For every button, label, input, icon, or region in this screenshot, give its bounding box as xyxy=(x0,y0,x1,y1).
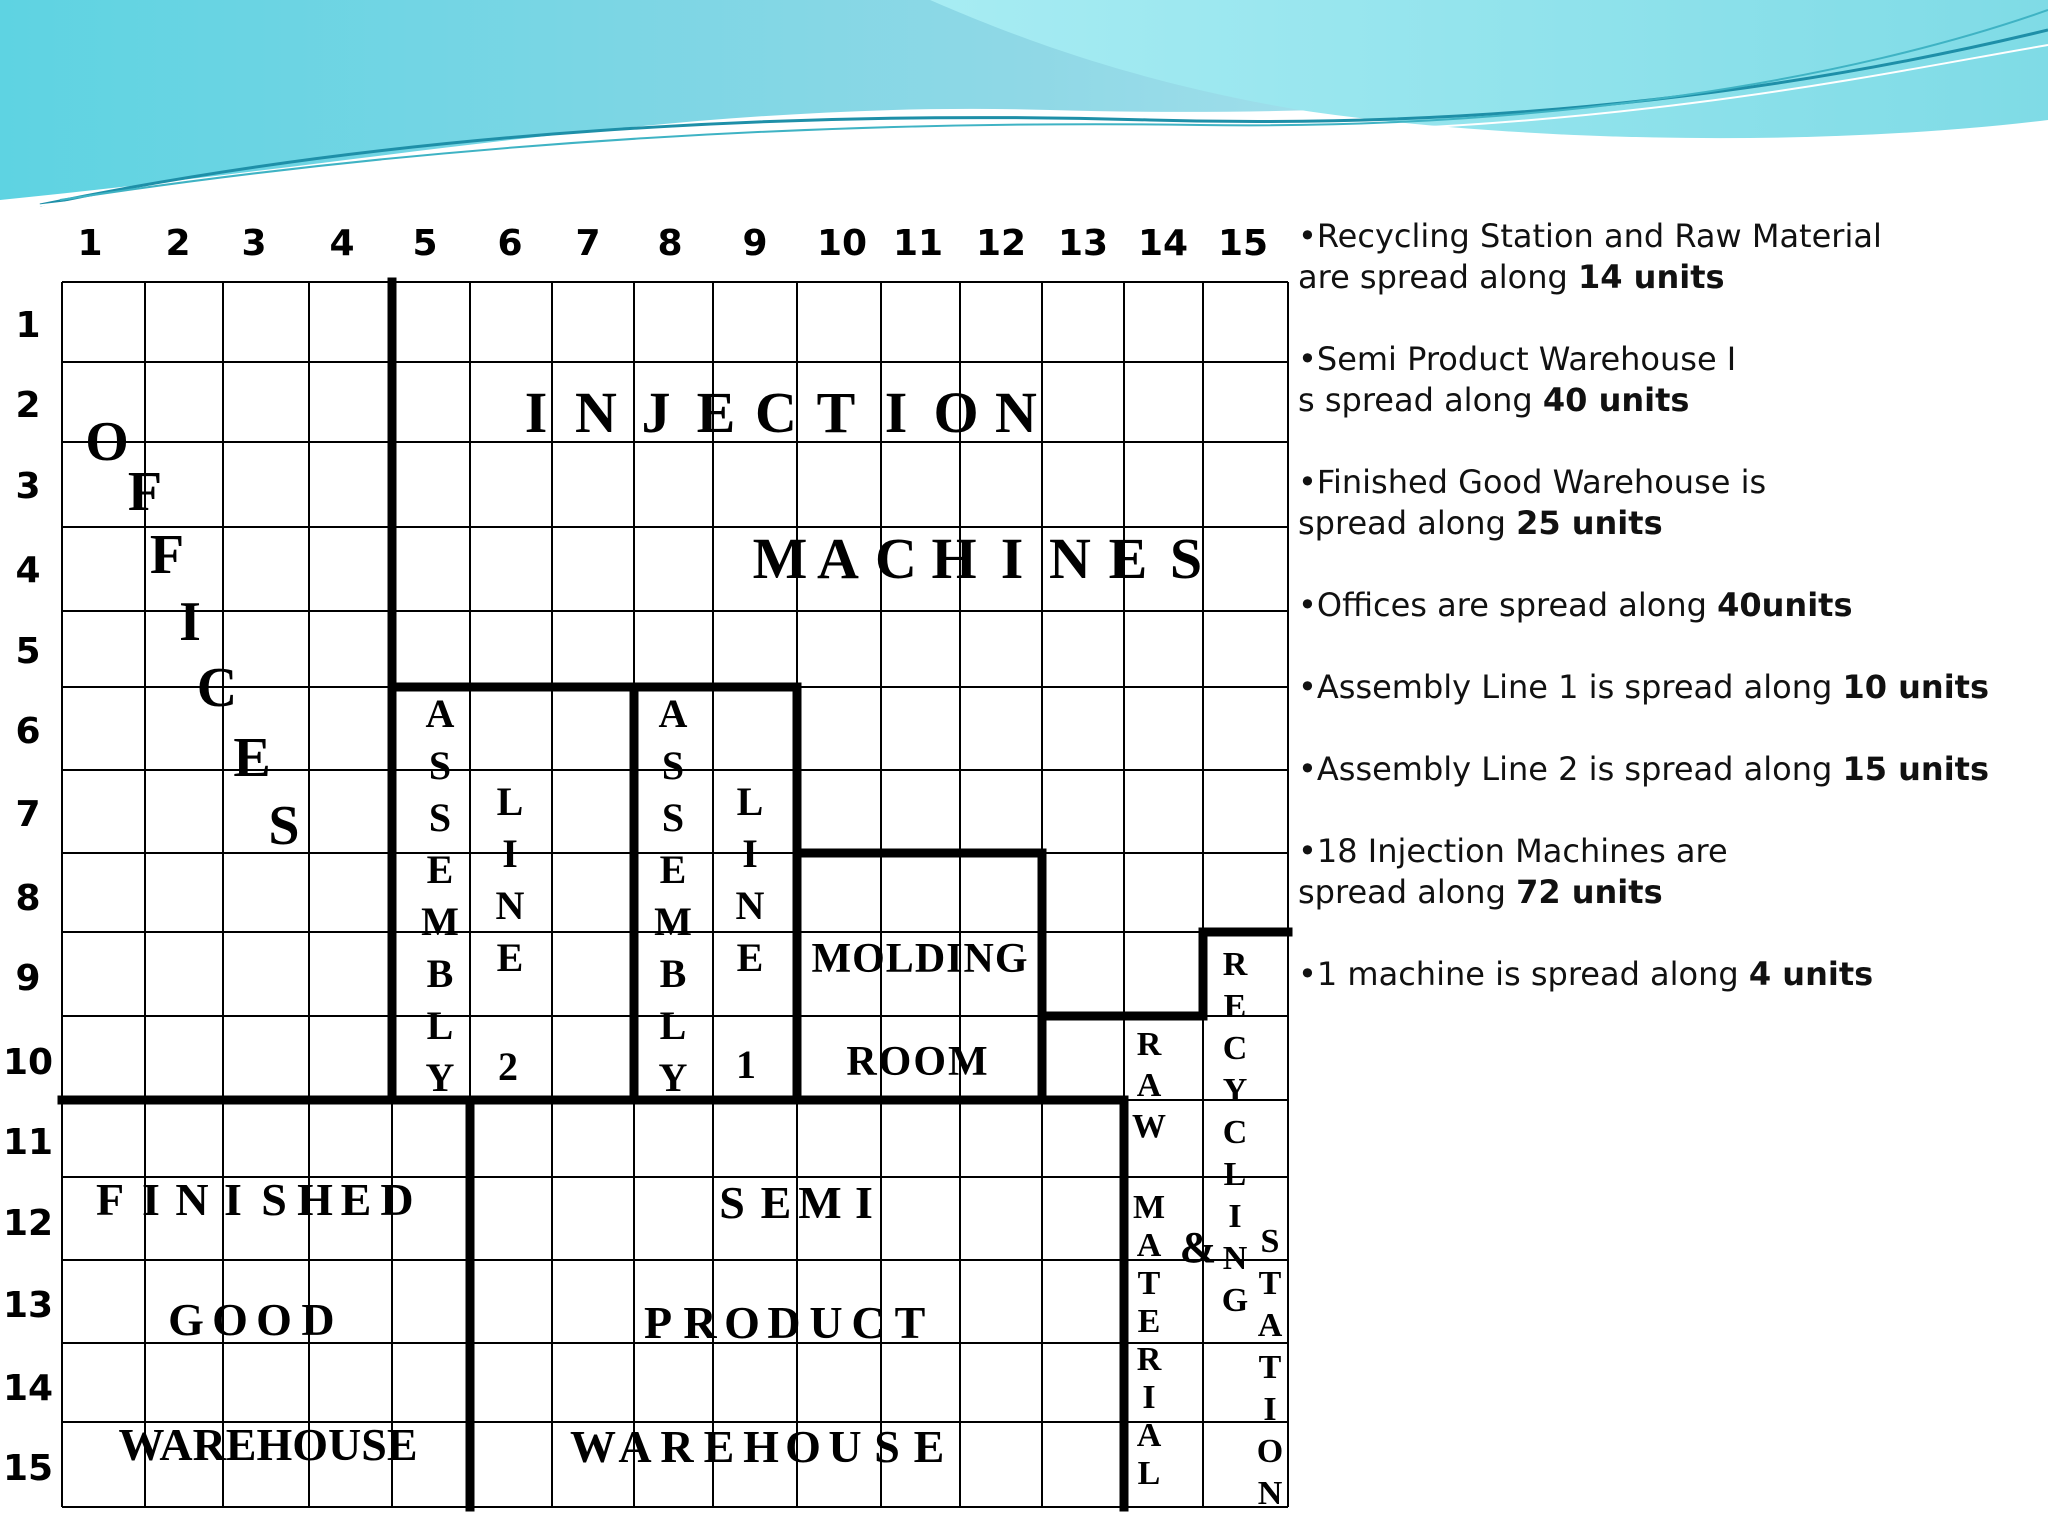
assembly-line-2-letter: L xyxy=(426,1003,454,1048)
row-labels xyxy=(3,305,53,1489)
machines-label-letter: I xyxy=(1000,526,1024,591)
assembly-line-2-letter: B xyxy=(426,951,454,996)
row-label: 5 xyxy=(15,631,41,672)
injection-label-letter: T xyxy=(816,380,856,445)
offices-label-letter: S xyxy=(268,795,300,857)
recycling-label-letter: I xyxy=(1228,1198,1242,1235)
offices-label-letter: F xyxy=(149,524,185,586)
note-line: •Assembly Line 2 is spread along xyxy=(1298,750,1843,788)
column-label: 3 xyxy=(241,223,267,264)
row-label: 13 xyxy=(2,1285,54,1326)
station-label-letter: I xyxy=(1263,1391,1277,1428)
station-label-letter: N xyxy=(1257,1475,1283,1512)
column-label: 10 xyxy=(816,223,868,264)
row-label: 2 xyxy=(15,385,41,426)
station-label-letter: S xyxy=(1260,1223,1280,1260)
injection-label-letter: E xyxy=(696,380,736,445)
note-value: 10 units xyxy=(1842,668,1990,706)
line-1-letter: I xyxy=(742,831,758,876)
material-label-letter: A xyxy=(1136,1417,1162,1454)
injection-label-letter: J xyxy=(641,380,671,445)
product-label-letter: P xyxy=(643,1297,673,1348)
row-label: 12 xyxy=(2,1203,54,1244)
assembly-line-1-letter: S xyxy=(661,743,685,788)
semi-label-letter: I xyxy=(855,1177,873,1228)
assembly-line-2-letter: S xyxy=(428,795,452,840)
note-value: 25 units xyxy=(1516,504,1663,542)
finished-label-letter: D xyxy=(380,1174,414,1225)
product-label-letter: T xyxy=(894,1297,926,1348)
note-line: s spread along xyxy=(1298,381,1543,419)
line-1-letter: N xyxy=(735,883,765,928)
row-label: 6 xyxy=(15,711,41,752)
note-item xyxy=(1298,216,2038,298)
assembly-line-1-letter: L xyxy=(659,1003,687,1048)
column-label: 12 xyxy=(975,223,1027,264)
machines-label-letter: E xyxy=(1108,526,1148,591)
row-label: 4 xyxy=(15,550,41,591)
offices-label-letter: O xyxy=(85,411,129,473)
column-label: 7 xyxy=(575,223,601,264)
recycling-label-letter: C xyxy=(1222,1114,1248,1151)
row-label: 10 xyxy=(2,1042,54,1083)
finished-label-letter: H xyxy=(297,1174,333,1225)
machines-label-letter: A xyxy=(817,526,859,591)
row-label: 11 xyxy=(2,1122,54,1163)
assembly-line-2-letter: M xyxy=(421,899,459,944)
finished-label-letter: F xyxy=(95,1174,125,1225)
assembly-line-2-letter: Y xyxy=(425,1055,455,1100)
semi-label-letter: S xyxy=(719,1177,745,1228)
note-line: •18 Injection Machines are xyxy=(1298,832,1728,870)
row-label: 3 xyxy=(15,466,41,507)
note-line: spread along xyxy=(1298,504,1517,542)
note-item xyxy=(1298,954,2038,995)
column-label: 8 xyxy=(657,223,683,264)
note-line: •Finished Good Warehouse is xyxy=(1298,463,1767,501)
recycling-label-letter: E xyxy=(1223,988,1247,1025)
note-item xyxy=(1298,585,2038,626)
semi-warehouse-label-letter: A xyxy=(618,1421,652,1472)
good-label-letter: D xyxy=(301,1294,335,1345)
station-label-letter: A xyxy=(1257,1307,1283,1344)
column-label: 14 xyxy=(1137,223,1189,264)
note-line: •1 machine is spread along xyxy=(1298,955,1749,993)
column-label: 11 xyxy=(892,223,944,264)
note-value: 14 units xyxy=(1577,258,1725,296)
material-label-letter: A xyxy=(1136,1227,1162,1264)
column-label: 6 xyxy=(497,223,523,264)
column-label: 9 xyxy=(742,223,768,264)
recycling-label-letter: G xyxy=(1221,1282,1249,1319)
material-label-letter: R xyxy=(1136,1341,1162,1378)
material-label-letter: M xyxy=(1132,1189,1166,1226)
station-label-letter: T xyxy=(1258,1265,1282,1302)
note-item xyxy=(1298,749,2038,790)
product-label-letter: O xyxy=(724,1297,760,1348)
injection-label-letter: N xyxy=(995,380,1037,445)
recycling-label-letter: Y xyxy=(1222,1072,1248,1109)
line-2-letter: L xyxy=(496,779,524,824)
note-value: 4 units xyxy=(1748,955,1874,993)
recycling-label-letter: L xyxy=(1223,1156,1247,1193)
finished-label-letter: S xyxy=(261,1174,287,1225)
row-label: 9 xyxy=(15,958,41,999)
line-2-letter: E xyxy=(496,935,524,980)
product-label-letter: R xyxy=(683,1297,717,1348)
machines-label-letter: H xyxy=(931,526,977,591)
semi-warehouse-label-letter: R xyxy=(660,1421,694,1472)
material-label-letter: L xyxy=(1137,1455,1161,1492)
line-1-number: 1 xyxy=(736,1042,756,1087)
material-label-letter: I xyxy=(1142,1379,1156,1416)
assembly-line-1-letter: E xyxy=(659,847,687,892)
assembly-line-1-letter: B xyxy=(659,951,687,996)
semi-warehouse-label-letter: W xyxy=(570,1421,616,1472)
note-value: 72 units xyxy=(1516,873,1663,911)
line-2-letter: I xyxy=(502,831,518,876)
note-value: 15 units xyxy=(1842,750,1990,788)
note-item xyxy=(1298,339,2038,421)
injection-label-letter: O xyxy=(933,380,979,445)
column-label: 13 xyxy=(1057,223,1109,264)
assembly-line-2-letter: S xyxy=(428,743,452,788)
offices-label-letter: I xyxy=(179,591,201,653)
product-label-letter: C xyxy=(851,1297,885,1348)
semi-warehouse-label-letter: U xyxy=(828,1421,862,1472)
assembly-line-1-letter: M xyxy=(654,899,692,944)
finished-label-letter: I xyxy=(224,1174,242,1225)
semi-warehouse-label-letter: O xyxy=(785,1421,821,1472)
offices-label-letter: C xyxy=(196,657,238,719)
injection-label-letter: I xyxy=(524,380,548,445)
column-label: 5 xyxy=(412,223,438,264)
machines-label-letter: N xyxy=(1049,526,1091,591)
assembly-line-2-letter: A xyxy=(425,691,455,736)
line-1-letter: E xyxy=(736,935,764,980)
column-label: 2 xyxy=(165,223,191,264)
semi-warehouse-label-letter: E xyxy=(913,1421,945,1472)
assembly-line-1-letter: S xyxy=(661,795,685,840)
note-line: •Recycling Station and Raw Material xyxy=(1298,217,1882,255)
note-line: •Semi Product Warehouse I xyxy=(1298,340,1737,378)
line-1-letter: L xyxy=(736,779,764,824)
raw-label-letter: A xyxy=(1136,1067,1162,1104)
semi-warehouse-label-letter: E xyxy=(703,1421,735,1472)
recycling-label-letter: C xyxy=(1222,1030,1248,1067)
molding-label: MOLDING xyxy=(811,936,1029,982)
raw-label-letter: R xyxy=(1136,1026,1162,1063)
column-label: 4 xyxy=(329,223,355,264)
recycling-label-letter: R xyxy=(1222,946,1248,983)
note-line: are spread along xyxy=(1298,258,1578,296)
good-label-letter: O xyxy=(212,1294,248,1345)
column-label: 15 xyxy=(1217,223,1269,264)
injection-label-letter: C xyxy=(755,380,797,445)
row-label: 1 xyxy=(15,305,41,346)
semi-label-letter: M xyxy=(798,1177,842,1228)
note-item xyxy=(1298,831,2038,913)
line-2-letter: N xyxy=(495,883,525,928)
finished-label-letter: I xyxy=(142,1174,160,1225)
assembly-line-1-letter: Y xyxy=(658,1055,688,1100)
material-label-letter: T xyxy=(1137,1265,1161,1302)
machines-label-letter: S xyxy=(1169,526,1203,591)
row-label: 14 xyxy=(2,1368,54,1409)
raw-label-letter: W xyxy=(1132,1108,1166,1145)
semi-label-letter: E xyxy=(760,1177,792,1228)
row-label: 15 xyxy=(2,1448,54,1489)
semi-warehouse-label-letter: S xyxy=(874,1421,900,1472)
room-label: ROOM xyxy=(846,1039,990,1085)
offices-label-letter: F xyxy=(127,461,163,523)
finished-warehouse-label: WAREHOUSE xyxy=(118,1419,418,1470)
finished-label-letter: E xyxy=(340,1174,372,1225)
finished-label-letter: N xyxy=(175,1174,209,1225)
semi-warehouse-label-letter: H xyxy=(743,1421,779,1472)
machines-label-letter: M xyxy=(752,526,808,591)
injection-label-letter: N xyxy=(575,380,617,445)
note-item xyxy=(1298,667,2038,708)
line-2-number: 2 xyxy=(498,1044,518,1089)
note-line: •Assembly Line 1 is spread along xyxy=(1298,668,1843,706)
row-label: 8 xyxy=(15,878,41,919)
offices-label-letter: E xyxy=(233,727,271,789)
assembly-line-1-letter: A xyxy=(658,691,688,736)
machines-label-letter: C xyxy=(875,526,917,591)
station-label-letter: T xyxy=(1258,1349,1282,1386)
station-label-letter: O xyxy=(1256,1433,1284,1470)
injection-label-letter: I xyxy=(884,380,908,445)
note-item xyxy=(1298,462,2038,544)
note-value: 40 units xyxy=(1542,381,1690,419)
note-value: 40units xyxy=(1717,586,1853,624)
column-labels xyxy=(77,223,1268,264)
recycling-label-letter: N xyxy=(1222,1240,1248,1277)
note-line: spread along xyxy=(1298,873,1517,911)
column-label: 1 xyxy=(77,223,103,264)
ampersand-label: & xyxy=(1179,1223,1217,1272)
good-label-letter: O xyxy=(256,1294,292,1345)
row-label: 7 xyxy=(15,794,41,835)
product-label-letter: U xyxy=(809,1297,843,1348)
good-label-letter: G xyxy=(168,1294,204,1345)
product-label-letter: D xyxy=(767,1297,801,1348)
assembly-line-2-letter: E xyxy=(426,847,454,892)
note-line: •Offices are spread along xyxy=(1298,586,1718,624)
notes-panel xyxy=(1298,216,2038,995)
material-label-letter: E xyxy=(1137,1303,1161,1340)
